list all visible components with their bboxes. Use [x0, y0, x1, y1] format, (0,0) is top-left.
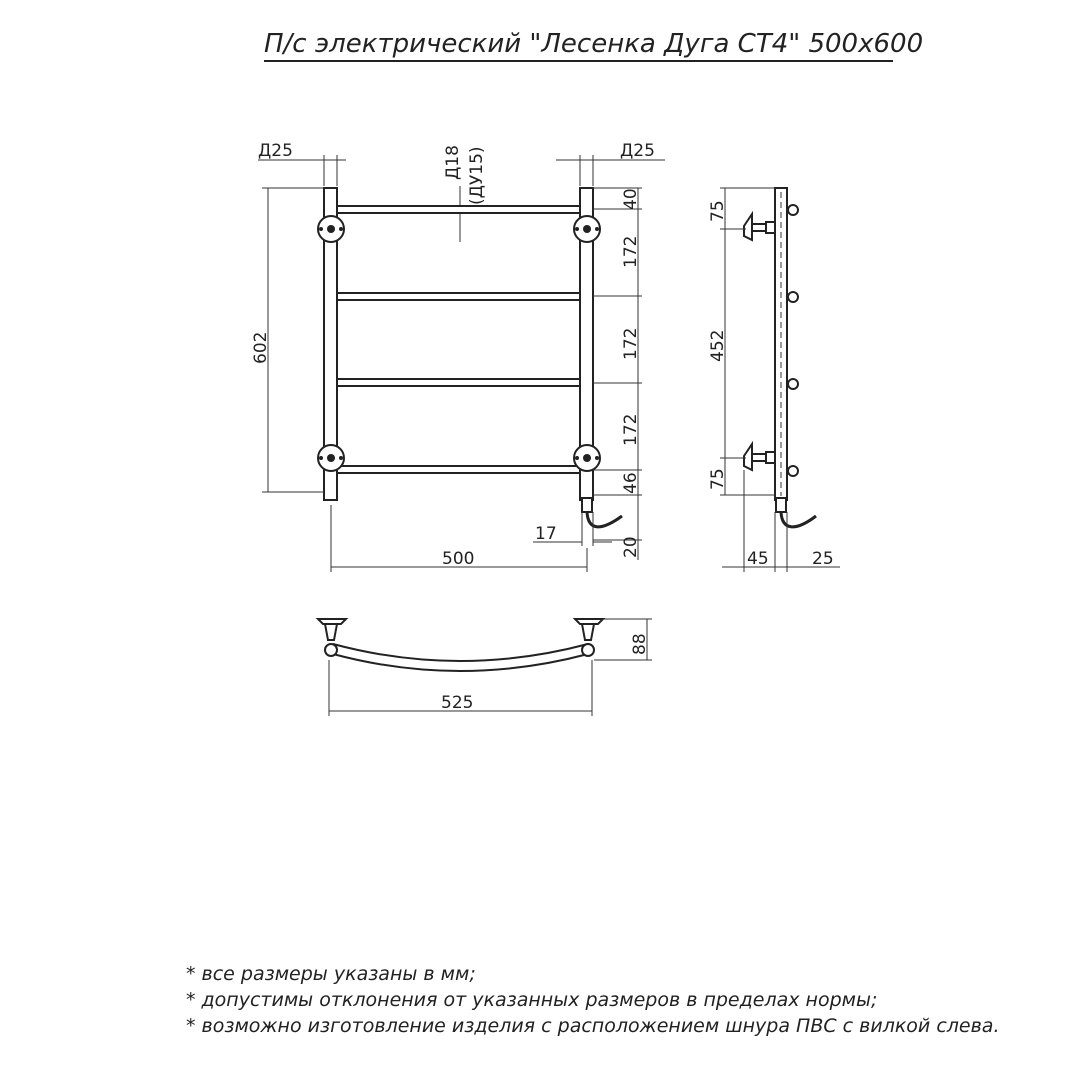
side-rung-3 [788, 379, 798, 389]
side-bracket-bottom [744, 444, 775, 470]
dim-bottom-20: 20 [621, 536, 641, 558]
dim-bottom-46: 46 [621, 472, 641, 494]
dim-top-525: 525 [441, 693, 474, 713]
bracket-bottom-left [318, 445, 344, 471]
bracket-top-left [318, 216, 344, 242]
side-bracket-top [744, 214, 775, 240]
dim-gap-172-a: 172 [621, 235, 641, 268]
side-rung-1 [788, 205, 798, 215]
dim-gap-172-c: 172 [621, 413, 641, 446]
dim-d25-right: Д25 [620, 141, 655, 161]
dim-side-bottom-75: 75 [708, 468, 728, 490]
rung-1 [337, 206, 580, 213]
arc-rung-inner [333, 654, 588, 671]
dim-side-25: 25 [812, 549, 834, 569]
rung-4 [337, 466, 580, 473]
side-rung-4 [788, 466, 798, 476]
dim-du15: (ДУ15) [467, 146, 487, 205]
top-mount-left [318, 619, 346, 656]
drawing-title: П/с электрический "Лесенка Дуга СТ4" 500x600 [264, 29, 924, 59]
side-rung-2 [788, 292, 798, 302]
dim-top-40: 40 [621, 188, 641, 210]
dim-side-45: 45 [747, 549, 769, 569]
top-view [318, 619, 652, 716]
dim-side-top-75: 75 [708, 200, 728, 222]
heater-cap [582, 498, 592, 512]
side-view [708, 188, 840, 572]
rung-3 [337, 379, 580, 386]
dim-offset-17: 17 [535, 524, 557, 544]
top-mount-right [575, 619, 603, 656]
note-1: * все размеры указаны в мм; [186, 963, 476, 985]
dim-side-452: 452 [708, 329, 728, 362]
dim-d18: Д18 [443, 145, 463, 180]
front-view [251, 141, 665, 572]
bracket-top-right [574, 216, 600, 242]
rung-2 [337, 293, 580, 300]
dim-width-500: 500 [442, 549, 475, 569]
bracket-bottom-right [574, 445, 600, 471]
side-heater-cap [776, 498, 786, 512]
dim-top-88: 88 [630, 633, 650, 655]
note-3: * возможно изготовление изделия с расположением шнура ПВС с вилкой слева. [186, 1015, 1000, 1037]
dim-d25-left: Д25 [258, 141, 293, 161]
power-cable [587, 512, 622, 527]
dim-gap-172-b: 172 [621, 327, 641, 360]
dim-height-602: 602 [251, 331, 271, 364]
arc-rung-outer [333, 644, 588, 661]
note-2: * допустимы отклонения от указанных размеров в пределах нормы; [186, 989, 878, 1011]
side-power-cable [781, 512, 816, 527]
